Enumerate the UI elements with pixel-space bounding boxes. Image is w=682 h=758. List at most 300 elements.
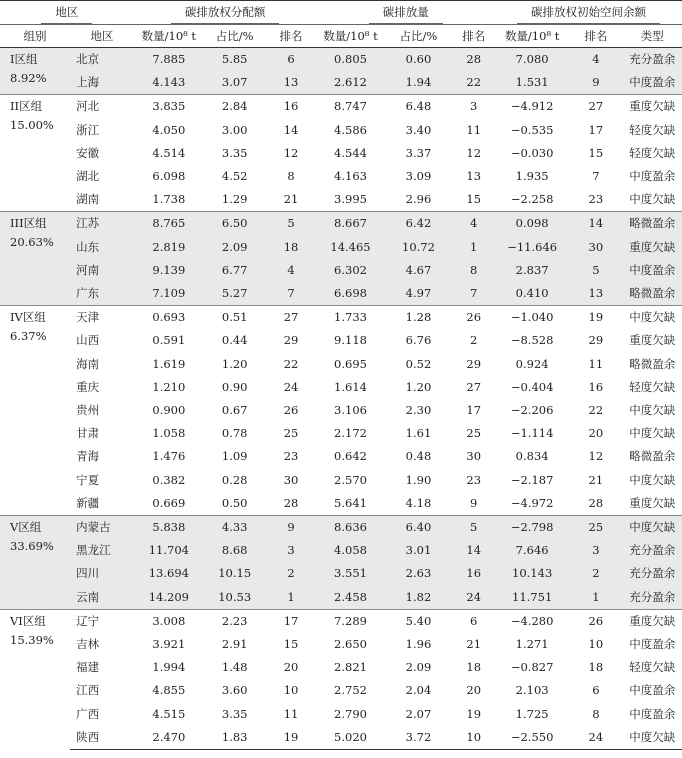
cell-bal-type: 中度欠缺 [629,472,676,487]
cell-emis-qty: 5.641 [334,495,367,510]
cell-alloc-rank: 27 [266,306,317,330]
cell-region: 吉林 [76,637,100,652]
cell-bal-rank: 3 [569,539,622,562]
cell-emis-rank: 24 [452,586,495,610]
cell-bal-qty: 7.646 [495,539,569,562]
cell-bal-rank: 19 [569,306,622,330]
cell-alloc-share: 2.23 [204,609,266,633]
cell-emis-rank: 16 [452,562,495,585]
cell-alloc-rank: 22 [283,356,299,371]
cell-bal-rank: 29 [588,333,604,348]
cell-bal-type: 中度欠缺 [622,306,682,330]
cell-emis-share: 2.63 [384,562,452,585]
group-percent: 20.63% [10,235,54,250]
cell-bal-type: 重度欠缺 [622,609,682,633]
cell-emis-rank: 3 [452,95,495,119]
cell-alloc-rank: 20 [283,660,299,675]
cell-bal-type: 中度盈余 [629,706,676,721]
cell-emis-rank: 13 [466,169,482,184]
cell-emis-qty: 8.636 [317,516,385,540]
cell-region: 上海 [70,71,134,95]
cell-alloc-qty: 6.098 [152,169,186,184]
cell-emis-share: 4.18 [405,495,432,510]
table-row [0,445,682,468]
cell-alloc-share: 5.27 [204,282,266,306]
cell-alloc-share: 10.15 [204,562,266,585]
cell-bal-qty: 1.531 [495,71,569,95]
cell-bal-type: 充分盈余 [622,48,682,72]
group-percent: 15.39% [10,632,54,647]
group-block [0,95,682,212]
cell-alloc-qty: 4.514 [152,145,186,160]
cell-bal-qty: 1.935 [515,169,549,184]
group-block [0,212,682,306]
cell-emis-share: 1.96 [405,637,432,652]
cell-emis-share: 2.96 [405,192,432,207]
cell-alloc-share: 0.50 [221,495,248,510]
cell-region: 河南 [70,259,134,282]
cell-region: 新疆 [76,495,100,510]
cell-emis-qty: 4.544 [334,145,367,160]
cell-emis-qty: 8.747 [317,95,385,119]
cell-emis-rank: 19 [466,706,482,721]
cell-bal-qty: 0.924 [515,356,549,371]
cell-alloc-rank: 4 [266,259,317,282]
cell-alloc-rank: 18 [266,236,317,259]
table-row [0,165,682,188]
cell-emis-rank: 11 [466,122,482,137]
cell-emis-qty: 6.698 [317,282,385,306]
col-group: 组别 [0,25,70,48]
cell-emis-qty: 2.821 [334,660,367,675]
table-row [0,726,682,750]
cell-bal-type: 中度盈余 [622,71,682,95]
cell-bal-rank: 12 [588,449,604,464]
cell-alloc-qty: 8.765 [134,212,204,236]
cell-alloc-share: 2.09 [204,236,266,259]
cell-alloc-qty: 1.058 [152,426,186,441]
group-percent: 8.92% [10,71,47,85]
cell-emis-qty: 8.667 [317,212,385,236]
cell-bal-qty: −2.187 [510,472,554,487]
cell-emis-qty: 1.733 [317,306,385,330]
table-row [0,259,682,282]
cell-emis-qty: 14.465 [317,236,385,259]
cell-bal-rank: 11 [588,356,604,371]
cell-emis-rank: 17 [466,403,482,418]
cell-emis-share: 1.94 [384,71,452,95]
table-row [0,492,682,516]
cell-emis-share: 2.30 [405,403,432,418]
table-row [0,71,682,95]
table-row [0,236,682,259]
cell-region: 青海 [76,449,100,464]
cell-alloc-share: 2.91 [221,637,248,652]
cell-emis-rank: 26 [452,306,495,330]
cell-emis-qty: 9.118 [334,333,367,348]
cell-bal-rank: 9 [569,71,622,95]
cell-bal-qty: 0.098 [495,212,569,236]
table-row [0,119,682,142]
cell-bal-type: 略微盈余 [622,282,682,306]
cell-emis-rank: 2 [470,333,478,348]
group-block [0,306,682,516]
col-region: 地区 [70,25,134,48]
col-alloc-qty: 数量/10⁸ t [134,25,204,48]
cell-region: 山东 [70,236,134,259]
group-block [0,609,682,749]
group-name: III区组 [10,216,47,231]
cell-bal-qty: −2.206 [510,403,554,418]
header-emission: 碳排放量 [317,1,495,25]
cell-bal-qty: 1.725 [515,706,549,721]
table-row [0,142,682,165]
cell-emis-rank: 27 [466,379,482,394]
cell-alloc-share: 6.77 [204,259,266,282]
cell-alloc-rank: 1 [266,586,317,610]
cell-emis-rank: 7 [452,282,495,306]
table-row [0,188,682,212]
cell-alloc-share: 0.51 [204,306,266,330]
cell-bal-rank: 27 [569,95,622,119]
cell-alloc-qty: 4.855 [152,683,186,698]
cell-alloc-rank: 8 [287,169,295,184]
cell-alloc-qty: 1.738 [152,192,186,207]
cell-alloc-share: 10.53 [204,586,266,610]
cell-region: 重庆 [76,379,100,394]
cell-bal-qty: −0.535 [510,122,554,137]
cell-alloc-rank: 26 [283,403,299,418]
cell-alloc-share: 3.07 [204,71,266,95]
cell-emis-rank: 28 [452,48,495,72]
cell-emis-qty: 2.570 [334,472,367,487]
cell-bal-rank: 13 [569,282,622,306]
cell-bal-type: 略微盈余 [622,212,682,236]
header-allocation: 碳排放权分配额 [134,1,317,25]
cell-alloc-rank: 12 [283,145,299,160]
table-row [0,539,682,562]
cell-alloc-share: 0.67 [221,403,248,418]
cell-bal-type: 充分盈余 [622,586,682,610]
col-bal-type: 类型 [622,25,682,48]
cell-region: 甘肃 [76,426,100,441]
cell-alloc-rank: 3 [266,539,317,562]
cell-region: 天津 [70,306,134,330]
cell-bal-qty: −4.280 [495,609,569,633]
cell-alloc-qty: 4.515 [152,706,186,721]
cell-emis-qty: 4.163 [334,169,367,184]
cell-emis-rank: 22 [452,71,495,95]
cell-alloc-rank: 16 [266,95,317,119]
cell-emis-share: 3.40 [405,122,432,137]
cell-alloc-qty: 1.994 [152,660,186,675]
group-label [0,516,70,610]
cell-emis-qty: 5.020 [317,726,385,750]
cell-alloc-share: 0.44 [221,333,248,348]
cell-alloc-qty: 1.619 [152,356,186,371]
cell-emis-qty: 2.172 [334,426,367,441]
cell-region: 江苏 [70,212,134,236]
table-row [0,586,682,610]
cell-alloc-qty: 2.470 [134,726,204,750]
cell-alloc-rank: 17 [266,609,317,633]
cell-region: 山西 [76,333,100,348]
header-surplus: 碳排放权初始空间余额 [495,1,682,25]
cell-emis-share: 2.04 [405,683,432,698]
col-emis-rank: 排名 [452,25,495,48]
cell-bal-type: 重度欠缺 [629,333,676,348]
table-row [0,633,682,656]
group-label [0,609,70,749]
cell-bal-qty: −4.972 [510,495,554,510]
cell-alloc-rank: 10 [283,683,299,698]
cell-bal-qty: −2.798 [495,516,569,540]
cell-alloc-qty: 2.819 [134,236,204,259]
table-row [0,656,682,679]
cell-emis-rank: 6 [452,609,495,633]
cell-bal-rank: 5 [569,259,622,282]
cell-alloc-rank: 11 [283,706,299,721]
cell-alloc-share: 3.35 [221,145,248,160]
cell-region: 浙江 [76,122,100,137]
cell-alloc-share: 1.83 [204,726,266,750]
cell-alloc-qty: 0.693 [134,306,204,330]
cell-bal-rank: 17 [588,122,604,137]
cell-bal-rank: 21 [588,472,604,487]
cell-alloc-rank: 24 [283,379,299,394]
cell-bal-rank: 28 [588,495,604,510]
table-row [0,282,682,306]
cell-bal-type: 中度欠缺 [629,403,676,418]
cell-bal-rank: 18 [588,660,604,675]
cell-bal-type: 轻度欠缺 [629,122,676,137]
cell-emis-rank: 12 [466,145,482,160]
cell-bal-type: 轻度欠缺 [629,145,676,160]
table-row [0,48,682,72]
cell-emis-rank: 14 [452,539,495,562]
table-row [0,95,682,119]
cell-bal-qty: 11.751 [495,586,569,610]
group-label [0,48,70,95]
col-alloc-rank: 排名 [266,25,317,48]
cell-emis-rank: 25 [466,426,482,441]
cell-emis-share: 3.37 [405,145,432,160]
cell-region: 湖北 [76,169,100,184]
cell-emis-share: 3.09 [405,169,432,184]
cell-alloc-share: 3.35 [221,706,248,721]
cell-bal-type: 中度盈余 [629,637,676,652]
group-name: IV区组 [10,310,46,325]
cell-alloc-share: 1.09 [221,449,248,464]
table-row [0,609,682,633]
cell-alloc-qty: 3.835 [134,95,204,119]
cell-bal-qty: −1.114 [510,426,554,441]
group-percent: 15.00% [10,118,54,133]
cell-bal-qty: 10.143 [495,562,569,585]
cell-bal-qty: −0.030 [510,145,554,160]
table-row [0,329,682,352]
col-emis-qty: 数量/10⁸ t [317,25,385,48]
group-label [0,212,70,306]
cell-bal-qty: 0.834 [515,449,549,464]
cell-region: 贵州 [76,403,100,418]
cell-alloc-qty: 0.382 [152,472,186,487]
cell-bal-type: 重度欠缺 [629,495,676,510]
cell-emis-share: 2.07 [405,706,432,721]
cell-bal-rank: 20 [588,426,604,441]
cell-emis-rank: 30 [466,449,482,464]
cell-bal-rank: 2 [569,562,622,585]
cell-emis-rank: 20 [466,683,482,698]
cell-emis-qty: 3.106 [334,403,367,418]
table-row [0,353,682,376]
group-block [0,48,682,95]
cell-region: 广西 [76,706,100,721]
header-region: 地区 [0,1,134,25]
cell-bal-rank: 26 [569,609,622,633]
cell-emis-rank: 9 [470,495,478,510]
cell-bal-rank: 23 [588,192,604,207]
cell-emis-rank: 29 [466,356,482,371]
table-row [0,306,682,330]
cell-emis-rank: 8 [452,259,495,282]
cell-emis-share: 1.20 [405,379,432,394]
table-row [0,679,682,702]
cell-alloc-rank: 9 [266,516,317,540]
cell-alloc-rank: 30 [283,472,299,487]
col-bal-qty: 数量/10⁸ t [495,25,569,48]
cell-bal-qty: −11.646 [495,236,569,259]
cell-emis-qty: 0.642 [334,449,367,464]
cell-bal-qty: −4.912 [495,95,569,119]
cell-region: 安徽 [76,145,100,160]
cell-region: 黑龙江 [70,539,134,562]
cell-bal-type: 中度盈余 [629,169,676,184]
cell-emis-share: 10.72 [384,236,452,259]
cell-emis-rank: 15 [466,192,482,207]
cell-bal-rank: 10 [588,637,604,652]
cell-emis-qty: 4.058 [317,539,385,562]
cell-bal-type: 轻度欠缺 [629,660,676,675]
cell-alloc-rank: 23 [283,449,299,464]
cell-emis-share: 5.40 [384,609,452,633]
cell-emis-share: 2.09 [405,660,432,675]
cell-emis-qty: 2.752 [334,683,367,698]
cell-emis-rank: 18 [466,660,482,675]
cell-region: 辽宁 [70,609,134,633]
cell-bal-type: 中度盈余 [629,683,676,698]
cell-alloc-share: 6.50 [204,212,266,236]
cell-alloc-qty: 7.109 [134,282,204,306]
cell-region: 宁夏 [76,472,100,487]
cell-emis-qty: 1.614 [334,379,367,394]
cell-alloc-share: 4.52 [221,169,248,184]
cell-alloc-rank: 13 [266,71,317,95]
table-row [0,469,682,492]
cell-alloc-rank: 21 [283,192,299,207]
cell-emis-qty: 7.289 [317,609,385,633]
cell-bal-qty: −2.258 [510,192,554,207]
cell-emis-rank: 21 [466,637,482,652]
cell-alloc-share: 2.84 [204,95,266,119]
col-emis-share: 占比/% [384,25,452,48]
cell-region: 河北 [70,95,134,119]
cell-emis-share: 6.48 [384,95,452,119]
cell-alloc-qty: 3.008 [134,609,204,633]
cell-alloc-rank: 25 [283,426,299,441]
cell-bal-qty: −1.040 [495,306,569,330]
cell-bal-type: 轻度欠缺 [629,379,676,394]
cell-emis-rank: 10 [452,726,495,750]
cell-alloc-qty: 14.209 [134,586,204,610]
group-percent: 6.37% [10,329,47,344]
cell-emis-rank: 23 [466,472,482,487]
cell-bal-type: 中度盈余 [622,259,682,282]
cell-bal-rank: 25 [569,516,622,540]
cell-alloc-share: 1.29 [221,192,248,207]
cell-emis-rank: 5 [452,516,495,540]
cell-region: 北京 [70,48,134,72]
cell-bal-type: 充分盈余 [622,562,682,585]
cell-alloc-rank: 28 [283,495,299,510]
cell-alloc-share: 1.20 [221,356,248,371]
cell-bal-type: 重度欠缺 [622,236,682,259]
cell-emis-share: 0.48 [405,449,432,464]
cell-alloc-share: 1.48 [221,660,248,675]
cell-emis-share: 1.28 [384,306,452,330]
cell-bal-qty: 0.410 [495,282,569,306]
cell-bal-rank: 24 [569,726,622,750]
table-row [0,703,682,726]
cell-bal-type: 略微盈余 [629,449,676,464]
cell-bal-qty: −0.404 [510,379,554,394]
cell-bal-rank: 8 [592,706,600,721]
cell-alloc-qty: 7.885 [134,48,204,72]
cell-bal-rank: 16 [588,379,604,394]
cell-alloc-share: 5.85 [204,48,266,72]
group-name: VI区组 [10,613,46,628]
group-name: V区组 [10,520,42,535]
cell-region: 陕西 [70,726,134,750]
cell-emis-share: 6.42 [384,212,452,236]
group-percent: 33.69% [10,539,54,554]
cell-emis-share: 0.52 [405,356,432,371]
cell-alloc-share: 0.78 [221,426,248,441]
cell-bal-rank: 14 [569,212,622,236]
cell-emis-rank: 1 [452,236,495,259]
cell-bal-rank: 1 [569,586,622,610]
cell-emis-qty: 2.458 [317,586,385,610]
cell-alloc-qty: 1.210 [152,379,186,394]
cell-region: 四川 [70,562,134,585]
cell-bal-type: 略微盈余 [629,356,676,371]
cell-emis-share: 1.82 [384,586,452,610]
cell-emis-qty: 0.695 [334,356,367,371]
cell-bal-type: 重度欠缺 [622,95,682,119]
cell-bal-rank: 15 [588,145,604,160]
cell-bal-rank: 4 [569,48,622,72]
cell-alloc-rank: 6 [266,48,317,72]
table-header [0,1,682,48]
cell-alloc-qty: 0.900 [152,403,186,418]
cell-emis-share: 4.97 [384,282,452,306]
cell-bal-type: 中度欠缺 [629,192,676,207]
cell-emis-share: 4.67 [384,259,452,282]
cell-emis-share: 1.90 [405,472,432,487]
cell-bal-qty: 2.837 [495,259,569,282]
col-bal-rank: 排名 [569,25,622,48]
cell-emis-share: 6.40 [384,516,452,540]
